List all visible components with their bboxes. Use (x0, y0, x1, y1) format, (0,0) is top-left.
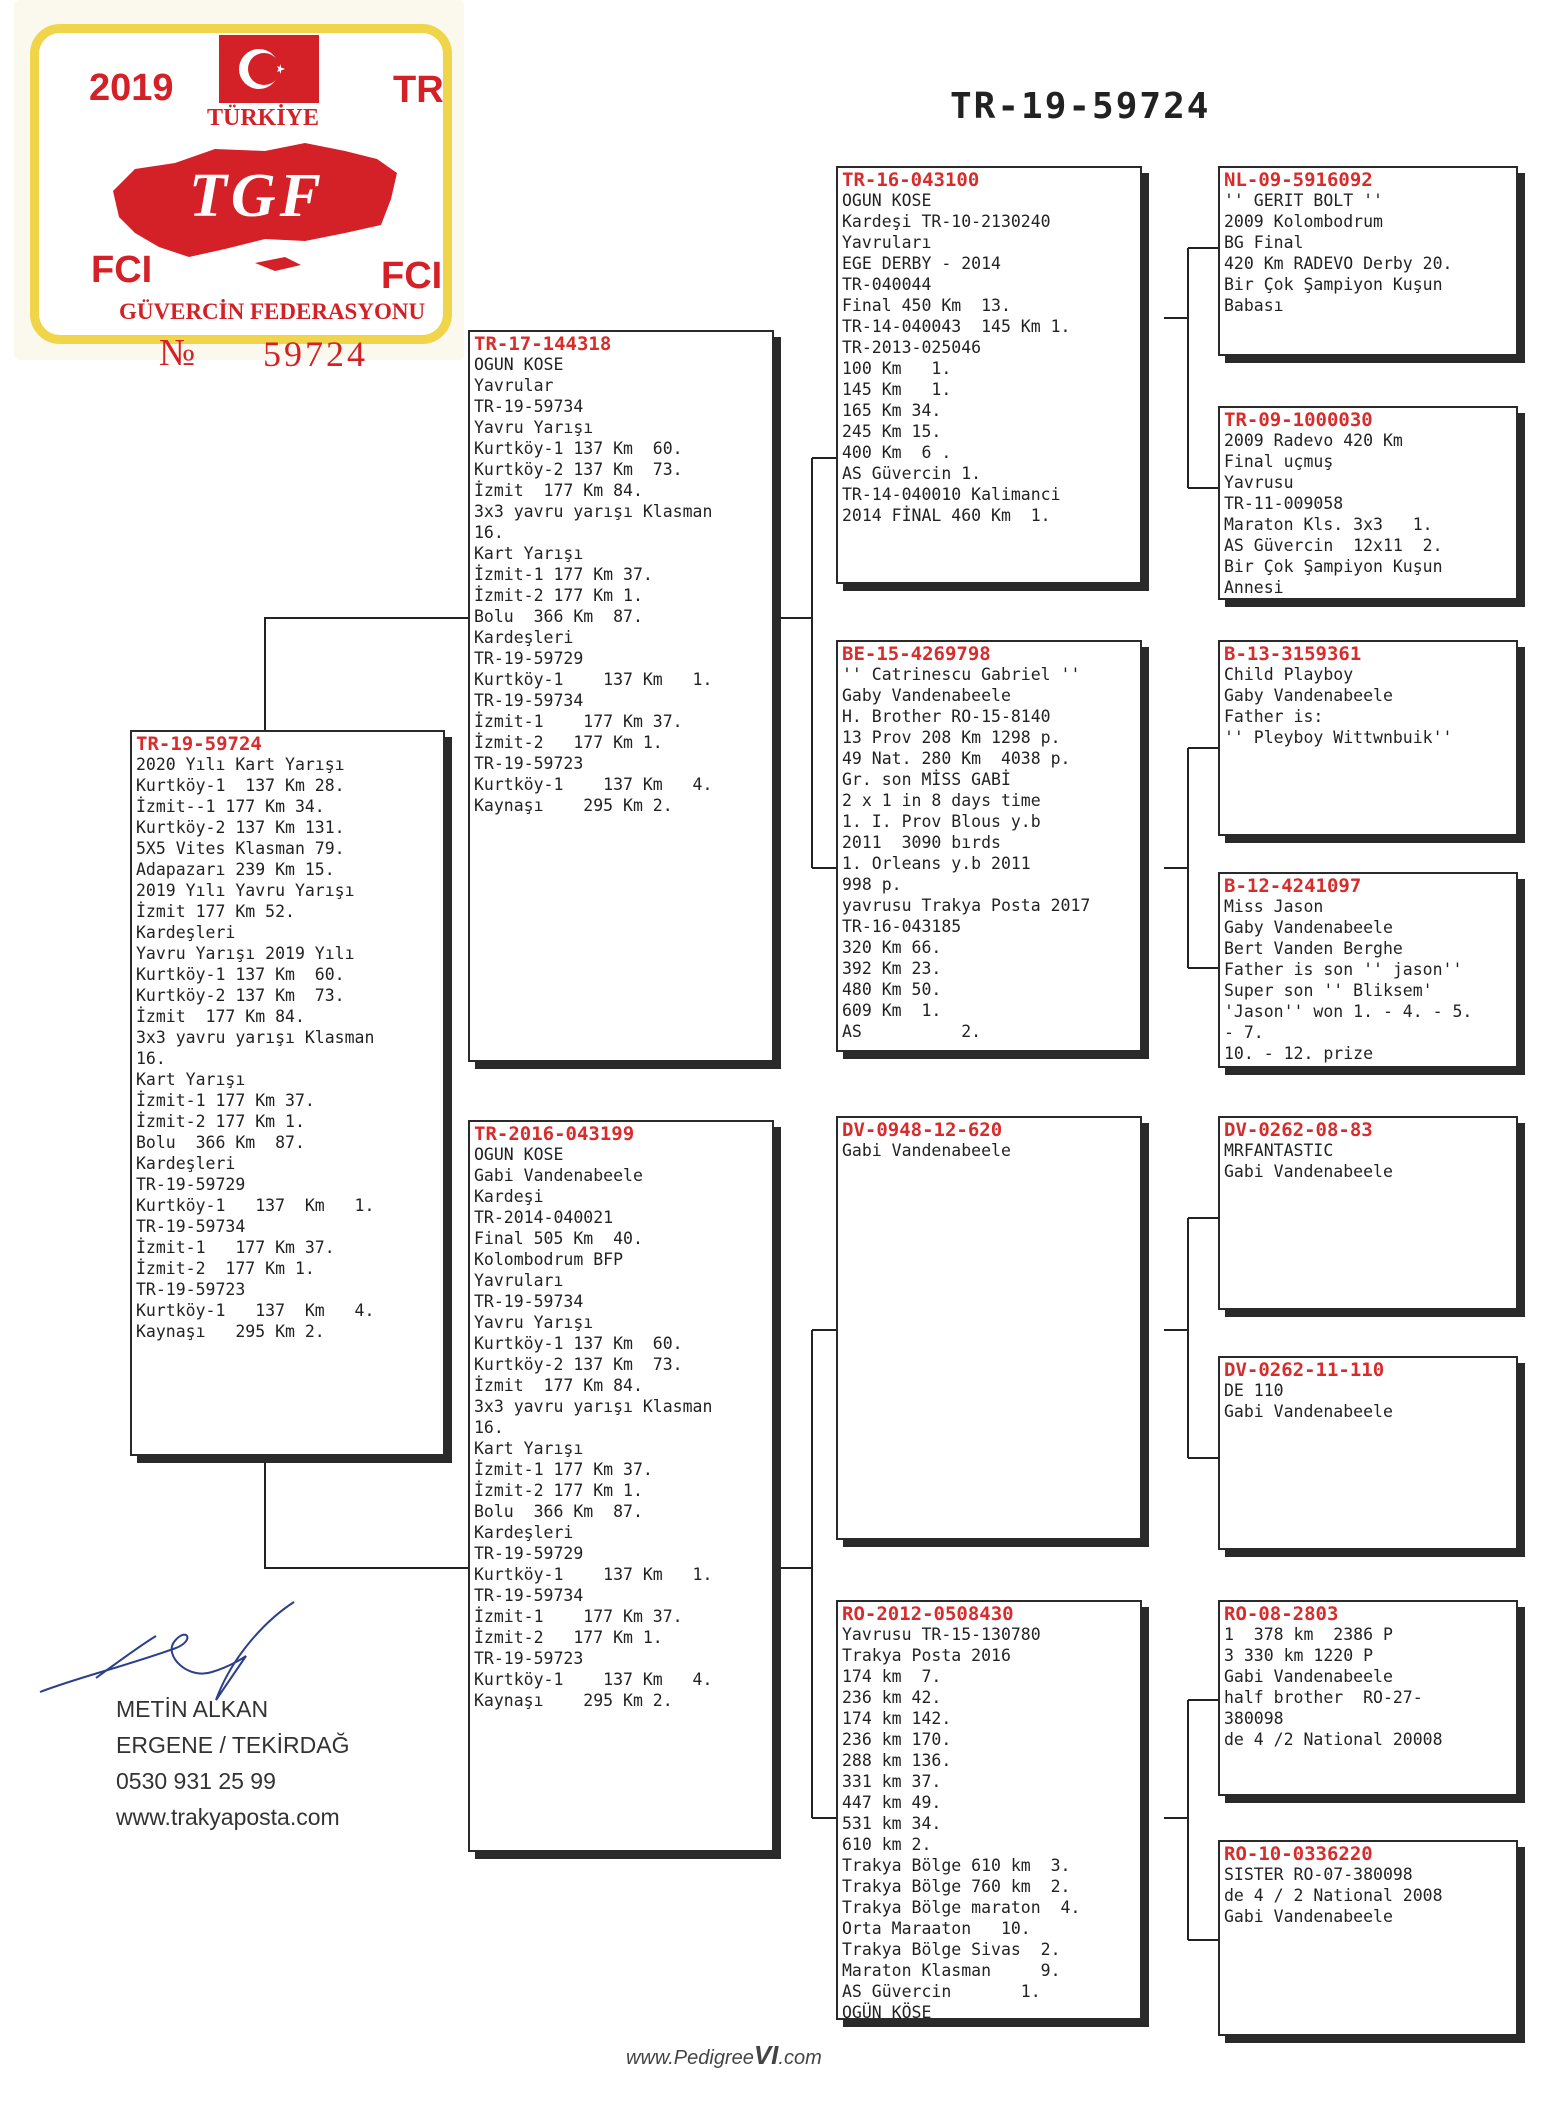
ring-number: RO-08-2803 (1224, 1603, 1339, 1625)
record-line: Yavru Yarışı 2019 Yılı (136, 944, 355, 963)
contact-city: ERGENE / TEKİRDAĞ (116, 1732, 350, 1758)
pedigree-card-sire-dam (836, 640, 1142, 1052)
record-line: 5X5 Vites Klasman 79. (136, 839, 345, 858)
record-line: de 4 / 2 National 2008 (1224, 1886, 1443, 1905)
contact-website[interactable]: www.trakyaposta.com (116, 1804, 340, 1830)
record-line: Kardeşi TR-10-2130240 (842, 212, 1051, 231)
record-line: Miss Jason (1224, 897, 1324, 916)
record-line: 2 x 1 in 8 days time (842, 791, 1041, 810)
ring-number: TR-09-1000030 (1224, 409, 1373, 431)
record-line: İzmit-1 177 Km 37. (136, 1238, 335, 1257)
record-line: Yavrusu (1224, 473, 1294, 492)
record-line: İzmit-1 177 Km 37. (136, 1091, 315, 1110)
contact-phone: 0530 931 25 99 (116, 1768, 276, 1794)
record-line: OGUN KOSE (474, 355, 564, 374)
record-line: TR-19-59734 (474, 1292, 584, 1311)
record-line: Kurtköy-1 137 Km 60. (474, 439, 683, 458)
record-line: MRFANTASTIC (1224, 1141, 1334, 1160)
record-line: 100 Km 1. (842, 359, 952, 378)
record-line: AS Güvercin 1. (842, 1982, 1041, 2001)
ring-number: DV-0262-11-110 (1224, 1359, 1385, 1381)
record-line: TR-19-59723 (474, 1649, 584, 1668)
record-line: AS 2. (842, 1022, 982, 1041)
pedigree-card-dam-sire (836, 1116, 1142, 1540)
record-line: Father is son '' jason'' (1224, 960, 1463, 979)
badge-country-code: TR (393, 69, 444, 111)
footer-brand[interactable] (626, 2040, 822, 2071)
record-line: Kurtköy-1 137 Km 4. (474, 775, 713, 794)
record-line: Kurtköy-2 137 Km 131. (136, 818, 345, 837)
record-line: Adapazarı 239 Km 15. (136, 860, 335, 879)
record-line: Gabi Vandenabeele (1224, 1667, 1393, 1686)
badge-logo: TGF (189, 162, 325, 230)
record-line: İzmit-2 177 Km 1. (474, 733, 663, 752)
record-line: Final 450 Km 13. (842, 296, 1011, 315)
record-line: İzmit-1 177 Km 37. (474, 565, 653, 584)
record-line: İzmit 177 Km 52. (136, 902, 295, 921)
record-line: TR-14-040010 Kalimanci (842, 485, 1061, 504)
record-line: Kardeşleri (136, 1154, 236, 1173)
ring-number: NL-09-5916092 (1224, 169, 1373, 191)
record-line: Kurtköy-1 137 Km 4. (136, 1301, 375, 1320)
record-line: Kurtköy-1 137 Km 1. (136, 1196, 375, 1215)
record-line: 13 Prov 208 Km 1298 p. (842, 728, 1061, 747)
badge-number: 59724 (263, 334, 368, 374)
record-line: Kardeşleri (474, 628, 574, 647)
record-line: 2011 3090 bırds (842, 833, 1001, 852)
record-line: 2009 Kolombodrum (1224, 212, 1383, 231)
record-line: 998 p. (842, 875, 902, 894)
pedigree-card-sdd (1218, 872, 1518, 1068)
record-line: Kurtköy-2 137 Km 73. (474, 1355, 683, 1374)
badge-fci-left: FCI (91, 249, 153, 291)
record-line: Bert Vanden Berghe (1224, 939, 1403, 958)
record-line: Maraton Klasman 9. (842, 1961, 1061, 1980)
record-line: 2014 FİNAL 460 Km 1. (842, 506, 1051, 525)
badge-country: TÜRKİYE (207, 105, 320, 131)
record-line: Final uçmuş (1224, 452, 1334, 471)
record-line: BG Final (1224, 233, 1304, 252)
signature-mark (36, 1596, 306, 1706)
record-line: Kolombodrum BFP (474, 1250, 624, 1269)
record-line: Gaby Vandenabeele (842, 686, 1011, 705)
record-line: Orta Maraaton 10. (842, 1919, 1031, 1938)
record-line: Kardeşi (474, 1187, 544, 1206)
record-line: 1. Orleans y.b 2011 (842, 854, 1031, 873)
record-line: 'Jason'' won 1. - 4. - 5. (1224, 1002, 1473, 1021)
record-line: 236 km 42. (842, 1688, 942, 1707)
record-line: Trakya Posta 2016 (842, 1646, 1011, 1665)
record-line: Babası (1224, 296, 1284, 315)
pedigree-card-sds (1218, 640, 1518, 836)
pedigree-title: TR-19-59724 (950, 86, 1211, 127)
record-line: 145 Km 1. (842, 380, 952, 399)
record-line: 174 km 7. (842, 1667, 942, 1686)
record-line: Gabi Vandenabeele (1224, 1907, 1393, 1926)
record-line: TR-2014-040021 (474, 1208, 614, 1227)
ring-number: RO-10-0336220 (1224, 1843, 1373, 1865)
record-line: Yavru Yarışı (474, 1313, 594, 1332)
record-line: 2009 Radevo 420 Km (1224, 431, 1403, 450)
record-line: 288 km 136. (842, 1751, 952, 1770)
ring-number: DV-0262-08-83 (1224, 1119, 1373, 1141)
record-line: İzmit--1 177 Km 34. (136, 797, 325, 816)
record-line: - 7. (1224, 1023, 1264, 1042)
record-line: Bir Çok Şampiyon Kuşun (1224, 275, 1443, 294)
record-line: İzmit-2 177 Km 1. (136, 1112, 305, 1131)
record-line: 16. (136, 1049, 166, 1068)
record-line: TR-14-040043 145 Km 1. (842, 317, 1071, 336)
record-line: Yavruları (842, 233, 932, 252)
record-line: Kart Yarışı (136, 1070, 246, 1089)
record-line: '' GERIT BOLT '' (1224, 191, 1383, 210)
record-line: Trakya Bölge Sivas 2. (842, 1940, 1061, 1959)
record-line: TR-2013-025046 (842, 338, 982, 357)
record-line: OGUN KOSE (474, 1145, 564, 1164)
record-line: Kardeşleri (474, 1523, 574, 1542)
record-line: Trakya Bölge 610 km 3. (842, 1856, 1071, 1875)
record-line: 2019 Yılı Yavru Yarışı (136, 881, 355, 900)
record-line: Yavrular (474, 376, 554, 395)
contact-name: METİN ALKAN (116, 1696, 269, 1722)
record-line: TR-19-59734 (474, 691, 584, 710)
record-line: 1. I. Prov Blous y.b (842, 812, 1041, 831)
pedigree-card-sss (1218, 166, 1518, 356)
record-line: Kurtköy-1 137 Km 60. (474, 1334, 683, 1353)
record-line: TR-040044 (842, 275, 932, 294)
record-line: '' Pleyboy Wittwnbuik'' (1224, 728, 1453, 747)
ring-number: B-13-3159361 (1224, 643, 1362, 665)
ring-number: TR-17-144318 (474, 333, 612, 355)
record-line: Bolu 366 Km 87. (474, 1502, 643, 1521)
record-line: H. Brother RO-15-8140 (842, 707, 1051, 726)
record-line: TR-19-59729 (474, 649, 584, 668)
record-line: 16. (474, 1418, 504, 1437)
record-line: Final 505 Km 40. (474, 1229, 643, 1248)
record-line: İzmit 177 Km 84. (136, 1007, 305, 1026)
badge-fci-right: FCI (381, 255, 443, 297)
record-line: İzmit 177 Km 84. (474, 481, 643, 500)
pedigree-card-sire-sire (836, 166, 1142, 584)
ring-number: B-12-4241097 (1224, 875, 1362, 897)
record-line: 2020 Yılı Kart Yarışı (136, 755, 345, 774)
record-line: Gabi Vandenabeele (474, 1166, 643, 1185)
record-line: SISTER RO-07-380098 (1224, 1865, 1413, 1884)
footer-prefix: www.Pedigree (626, 2047, 754, 2069)
pedigree-card-ssd (1218, 406, 1518, 600)
pedigree-card-dam-dam (836, 1600, 1142, 2020)
record-line: Annesi (1224, 578, 1284, 597)
record-line: 609 Km 1. (842, 1001, 942, 1020)
record-line: 3x3 yavru yarışı Klasman (474, 502, 713, 521)
record-line: Super son '' Bliksem' (1224, 981, 1433, 1000)
footer-suffix: .com (778, 2047, 822, 2069)
record-line: Gaby Vandenabeele (1224, 686, 1393, 705)
record-line: Kart Yarışı (474, 1439, 584, 1458)
record-line: 420 Km RADEVO Derby 20. (1224, 254, 1453, 273)
record-line: Gabi Vandenabeele (842, 1141, 1011, 1160)
record-line: Kurtköy-1 137 Km 28. (136, 776, 345, 795)
badge-year: 2019 (89, 67, 174, 109)
record-line: Kurtköy-1 137 Km 1. (474, 1565, 713, 1584)
record-line: TR-11-009058 (1224, 494, 1344, 513)
record-line: TR-19-59734 (474, 1586, 584, 1605)
record-line: yavrusu Trakya Posta 2017 (842, 896, 1091, 915)
record-line: EGE DERBY - 2014 (842, 254, 1001, 273)
record-line: 1 378 km 2386 P (1224, 1625, 1393, 1644)
record-line: Gr. son MİSS GABİ (842, 770, 1011, 789)
record-line: İzmit-1 177 Km 37. (474, 712, 683, 731)
record-line: TR-19-59723 (136, 1280, 246, 1299)
record-line: 165 Km 34. (842, 401, 942, 420)
record-line: Kurtköy-1 137 Km 60. (136, 965, 345, 984)
record-line: 236 km 170. (842, 1730, 952, 1749)
record-line: Kaynaşı 295 Km 2. (474, 1691, 673, 1710)
record-line: 531 km 34. (842, 1814, 942, 1833)
record-line: AS Güvercin 1. (842, 464, 982, 483)
record-line: 3x3 yavru yarışı Klasman (474, 1397, 713, 1416)
ring-number: BE-15-4269798 (842, 643, 991, 665)
record-line: Gabi Vandenabeele (1224, 1402, 1393, 1421)
record-line: Kart Yarışı (474, 544, 584, 563)
record-line: İzmit-2 177 Km 1. (474, 586, 643, 605)
record-line: 3x3 yavru yarışı Klasman (136, 1028, 375, 1047)
record-line: 447 km 49. (842, 1793, 942, 1812)
record-line: Kurtköy-2 137 Km 73. (474, 460, 683, 479)
record-line: TR-19-59734 (136, 1217, 246, 1236)
record-line: TR-19-59729 (474, 1544, 584, 1563)
pedigree-card-ddd (1218, 1840, 1518, 2036)
record-line: Yavruları (474, 1271, 564, 1290)
record-line: de 4 /2 National 20008 (1224, 1730, 1443, 1749)
record-line: 16. (474, 523, 504, 542)
pedigree-card-dsd (1218, 1356, 1518, 1550)
record-line: TR-19-59729 (136, 1175, 246, 1194)
record-line: TR-19-59723 (474, 754, 584, 773)
record-line: TR-16-043185 (842, 917, 962, 936)
record-line: 49 Nat. 280 Km 4038 p. (842, 749, 1071, 768)
record-line: 480 Km 50. (842, 980, 942, 999)
record-line: 10. - 12. prize (1224, 1044, 1374, 1063)
ring-number: DV-0948-12-620 (842, 1119, 1003, 1141)
record-line: Kaynaşı 295 Km 2. (474, 796, 673, 815)
record-line: Kurtköy-1 137 Km 1. (474, 670, 713, 689)
record-line: Bolu 366 Km 87. (136, 1133, 305, 1152)
record-line: İzmit-2 177 Km 1. (474, 1628, 663, 1647)
record-line: 3 330 km 1220 P (1224, 1646, 1374, 1665)
pedigree-card-dds (1218, 1600, 1518, 1796)
ring-number: TR-2016-043199 (474, 1123, 635, 1145)
record-line: 331 km 37. (842, 1772, 942, 1791)
record-line: Child Playboy (1224, 665, 1354, 684)
record-line: Bir Çok Şampiyon Kuşun (1224, 557, 1443, 576)
record-line: İzmit-2 177 Km 1. (474, 1481, 643, 1500)
ring-number: TR-16-043100 (842, 169, 980, 191)
badge-federation: GÜVERCİN FEDERASYONU (119, 299, 426, 324)
ring-number: TR-19-59724 (136, 733, 262, 755)
record-line: Kurtköy-2 137 Km 73. (136, 986, 345, 1005)
record-line: OGÜN KÖSE (842, 2003, 932, 2020)
record-line: Kurtköy-1 137 Km 4. (474, 1670, 713, 1689)
record-line: Yavru Yarışı (474, 418, 594, 437)
record-line: 245 Km 15. (842, 422, 942, 441)
record-line: Bolu 366 Km 87. (474, 607, 643, 626)
record-line: İzmit-1 177 Km 37. (474, 1607, 683, 1626)
record-line: Trakya Bölge maraton 4. (842, 1898, 1081, 1917)
record-line: '' Catrinescu Gabriel '' (842, 665, 1081, 684)
record-line: TR-19-59734 (474, 397, 584, 416)
pedigree-card-dss (1218, 1116, 1518, 1310)
pedigree-card-subject (130, 730, 445, 1456)
record-line: half brother RO-27- (1224, 1688, 1423, 1707)
record-line: Kardeşleri (136, 923, 236, 942)
record-line: AS Güvercin 12x11 2. (1224, 536, 1443, 555)
pedigree-card-dam (468, 1120, 774, 1852)
record-line: 320 Km 66. (842, 938, 942, 957)
record-line: 610 km 2. (842, 1835, 932, 1854)
badge-number-sign: № (159, 332, 196, 374)
pedigree-card-sire (468, 330, 774, 1062)
record-line: Father is: (1224, 707, 1324, 726)
record-line: DE 110 (1224, 1381, 1284, 1400)
record-line: İzmit-2 177 Km 1. (136, 1259, 315, 1278)
record-line: Gaby Vandenabeele (1224, 918, 1393, 937)
record-line: Gabi Vandenabeele (1224, 1162, 1393, 1181)
record-line: Kaynaşı 295 Km 2. (136, 1322, 325, 1341)
record-line: Trakya Bölge 760 km 2. (842, 1877, 1071, 1896)
record-line: OGUN KOSE (842, 191, 932, 210)
record-line: 400 Km 6 . (842, 443, 952, 462)
record-line: 380098 (1224, 1709, 1284, 1728)
record-line: 392 Km 23. (842, 959, 942, 978)
record-line: İzmit-1 177 Km 37. (474, 1460, 653, 1479)
record-line: 174 km 142. (842, 1709, 952, 1728)
record-line: İzmit 177 Km 84. (474, 1376, 643, 1395)
record-line: Yavrusu TR-15-130780 (842, 1625, 1041, 1644)
ring-number: RO-2012-0508430 (842, 1603, 1014, 1625)
footer-vi: VI (753, 2040, 779, 2070)
record-line: Maraton Kls. 3x3 1. (1224, 515, 1433, 534)
